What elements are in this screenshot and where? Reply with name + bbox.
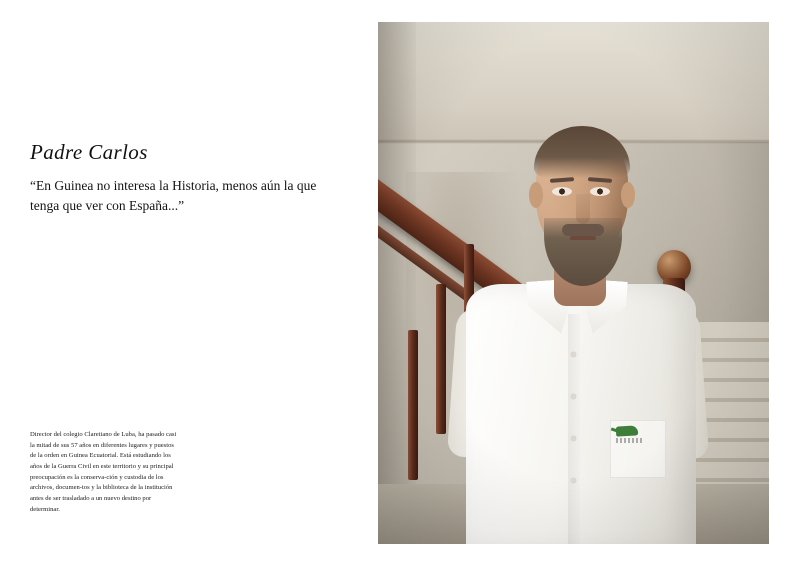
- biography-caption: Director del colegio Claretiano de Luba, ha pasado casi la mitad de sus 57 años en diferentes lugares y puestos de la orden en Guinea Ecuatorial. Está estudiando los años de la Guerra Civil en este territorio y su principal preocupación es la conserva-ción y custodia de los archivos, documen-tos y la biblioteca de la institución antes de ser trasladado a un nuevo destino por determinar.: [30, 431, 177, 513]
- ear-left: [529, 182, 543, 208]
- shirt-button: [571, 478, 576, 483]
- shirt-button: [571, 436, 576, 441]
- brand-wordmark: [616, 438, 642, 443]
- page-title: Padre Carlos: [30, 140, 148, 164]
- shirt-placket: [568, 314, 580, 544]
- shirt-button: [571, 394, 576, 399]
- editorial-column: [0, 0, 378, 566]
- mouth: [570, 236, 596, 240]
- nose: [576, 194, 590, 224]
- white-shirt: [466, 284, 696, 544]
- eye-left: [552, 187, 572, 196]
- shirt-button: [571, 352, 576, 357]
- pull-quote: “En Guinea no interesa la Historia, menos aún la que tenga que ver con España...”: [30, 178, 317, 214]
- ear-right: [621, 182, 635, 208]
- portrait-photograph: [378, 22, 769, 544]
- subject-figure: [378, 22, 769, 544]
- mustache: [562, 224, 604, 236]
- eye-right: [590, 187, 610, 196]
- photo-canvas: [378, 22, 769, 544]
- hair: [534, 126, 630, 178]
